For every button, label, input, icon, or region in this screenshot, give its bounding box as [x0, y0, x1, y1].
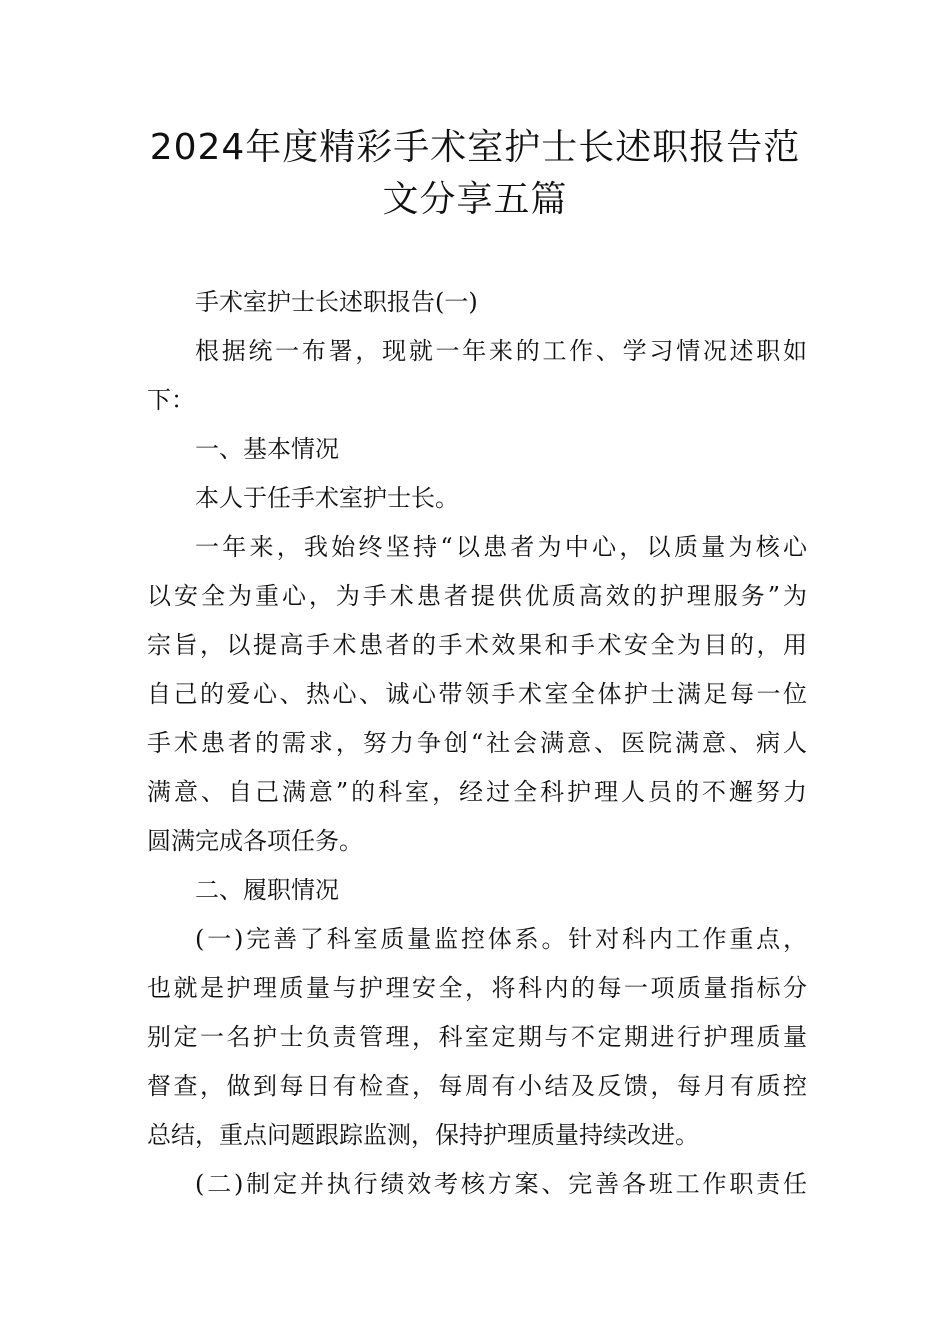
- paragraph-appointment: [147, 474, 807, 523]
- paragraph-year-summary: [147, 523, 807, 866]
- text-line: 督查，做到每日有检查，每周有小结及反馈，每月有质控: [147, 1072, 807, 1100]
- paragraph-section-1-heading: [147, 425, 807, 474]
- text-line: 宗旨，以提高手术患者的手术效果和手术安全为目的，用: [147, 631, 807, 659]
- paragraph-quality-monitoring: [147, 915, 807, 1160]
- text-line: 圆满完成各项任务。: [147, 827, 363, 855]
- title-line-1: 2024年度精彩手术室护士长述职报告范: [149, 127, 801, 168]
- paragraph-intro: [147, 327, 807, 425]
- text-line: 别定一名护士负责管理，科室定期与不定期进行护理质量: [147, 1023, 807, 1051]
- document-body: [147, 278, 807, 1209]
- text-line: 一年来，我始终坚持“以患者为中心，以质量为核心: [195, 533, 807, 561]
- text-line: (一)完善了科室质量监控体系。针对科内工作重点，: [195, 925, 807, 953]
- text-line: 总结，重点问题跟踪监测，保持护理质量持续改进。: [147, 1121, 699, 1149]
- text-line: 一、基本情况: [195, 435, 339, 463]
- text-line: 二、履职情况: [195, 876, 339, 904]
- text-line: 也就是护理质量与护理安全，将科内的每一项质量指标分: [147, 974, 807, 1002]
- text-line: 自己的爱心、热心、诚心带领手术室全体护士满足每一位: [147, 680, 807, 708]
- document-title: [140, 122, 810, 226]
- text-line: 满意、自己满意”的科室，经过全科护理人员的不邂努力: [147, 778, 807, 806]
- paragraph-section-2-heading: [147, 866, 807, 915]
- text-line: 下：: [147, 386, 195, 414]
- text-line: 本人于任手术室护士长。: [195, 484, 459, 512]
- paragraph-report-heading: [147, 278, 807, 327]
- title-line-2: 文分享五篇: [382, 179, 568, 220]
- text-line: 根据统一布署，现就一年来的工作、学习情况述职如: [195, 337, 807, 365]
- paragraph-performance-appraisal: [147, 1160, 807, 1209]
- text-line: 手术患者的需求，努力争创“社会满意、医院满意、病人: [147, 729, 807, 757]
- text-line: 以安全为重心，为手术患者提供优质高效的护理服务”为: [147, 582, 807, 610]
- text-line: 手术室护士长述职报告(一): [195, 288, 478, 316]
- text-line: (二)制定并执行绩效考核方案、完善各班工作职责任: [195, 1170, 807, 1198]
